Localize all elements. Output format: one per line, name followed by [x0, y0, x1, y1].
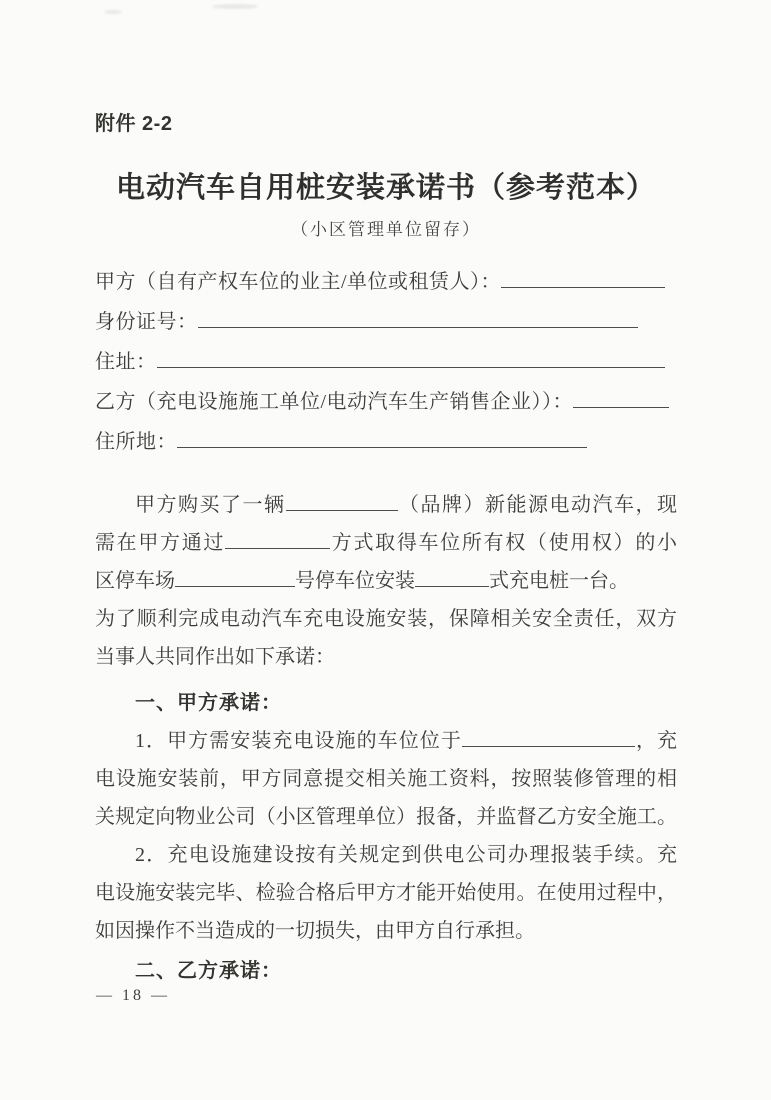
item1-line-2 [95, 760, 677, 798]
party-b-label: 乙方（充电设施施工单位/电动汽车生产销售企业））： [95, 391, 574, 413]
scan-artifact [212, 4, 258, 9]
item2-line-1 [95, 836, 677, 874]
residence-label: 住所地： [95, 431, 177, 453]
party-a-blank-line [501, 285, 665, 288]
intro-text-3c: 式充电桩一台。 [489, 570, 629, 592]
item2-line-3 [95, 912, 677, 950]
item2-text-1: 2．充电设施建设按有关规定到供电公司办理报装手续。充 [135, 844, 677, 866]
header-fill-in-form [95, 262, 677, 462]
intro-paragraph [95, 486, 677, 676]
section-b-heading: 二、乙方承诺： [135, 960, 282, 982]
residence-blank-line [177, 445, 587, 448]
item2-text-3: 如因操作不当造成的一切损失，由甲方自行承担。 [95, 920, 535, 942]
form-row-residence [95, 422, 677, 462]
intro-text-2b: 方式取得车位所有权（使用权）的小 [330, 532, 678, 554]
party-a-item-2 [95, 836, 677, 950]
charger-type-blank-line [415, 584, 489, 587]
parking-location-blank-line [462, 744, 635, 747]
scan-artifact [104, 10, 122, 14]
attachment-label: 附件 2-2 [95, 113, 173, 135]
document-subtitle: （小区管理单位留存） [291, 220, 481, 239]
intro-line-5 [95, 638, 677, 676]
section-a-heading: 一、甲方承诺： [135, 692, 282, 714]
item1-text-3: 关规定向物业公司（小区管理单位）报备，并监督乙方安全施工。 [95, 806, 677, 828]
intro-text-3b: 号停车位安装 [295, 570, 415, 592]
intro-text-2a: 需在甲方通过 [95, 532, 226, 554]
address-label: 住址： [95, 351, 157, 373]
intro-text-1a: 甲方购买了一辆 [135, 494, 286, 516]
document-title: 电动汽车自用桩安装承诺书（参考范本） [115, 172, 656, 204]
intro-text-3a: 区停车场 [95, 570, 175, 592]
form-row-party-a [95, 262, 677, 302]
intro-line-1 [95, 486, 677, 524]
intro-line-4 [95, 600, 677, 638]
brand-blank-line [286, 508, 398, 511]
intro-text-5: 当事人共同作出如下承诺： [95, 646, 335, 668]
page-number: — 18 — [96, 987, 170, 1004]
item1-text-1b: ，充 [634, 730, 678, 752]
item2-text-2: 电设施安装完毕、检验合格后甲方才能开始使用。在使用过程中， [95, 882, 677, 904]
item1-text-1a: 1．甲方需安装充电设施的车位位于 [135, 730, 462, 752]
form-row-id-number [95, 302, 677, 342]
intro-line-3 [95, 562, 677, 600]
item1-line-1 [95, 722, 677, 760]
form-row-party-b [95, 382, 677, 422]
party-a-item-1 [95, 722, 677, 836]
item1-text-2: 电设施安装前，甲方同意提交相关施工资料，按照装修管理的相 [95, 768, 677, 790]
intro-text-1b: （品牌）新能源电动汽车，现 [397, 494, 677, 516]
id-number-label: 身份证号： [95, 311, 198, 333]
id-number-blank-line [198, 325, 638, 328]
ownership-method-blank-line [225, 546, 330, 549]
parking-spot-number-blank-line [175, 584, 295, 587]
party-b-blank-line [573, 405, 669, 408]
intro-line-2 [95, 524, 677, 562]
intro-text-4: 为了顺利完成电动汽车充电设施安装，保障相关安全责任，双方 [95, 608, 677, 630]
address-blank-line [157, 365, 666, 368]
item1-line-3 [95, 798, 677, 836]
item2-line-2 [95, 874, 677, 912]
party-a-label: 甲方（自有产权车位的业主/单位或租赁人）： [95, 271, 502, 293]
form-row-address [95, 342, 677, 382]
